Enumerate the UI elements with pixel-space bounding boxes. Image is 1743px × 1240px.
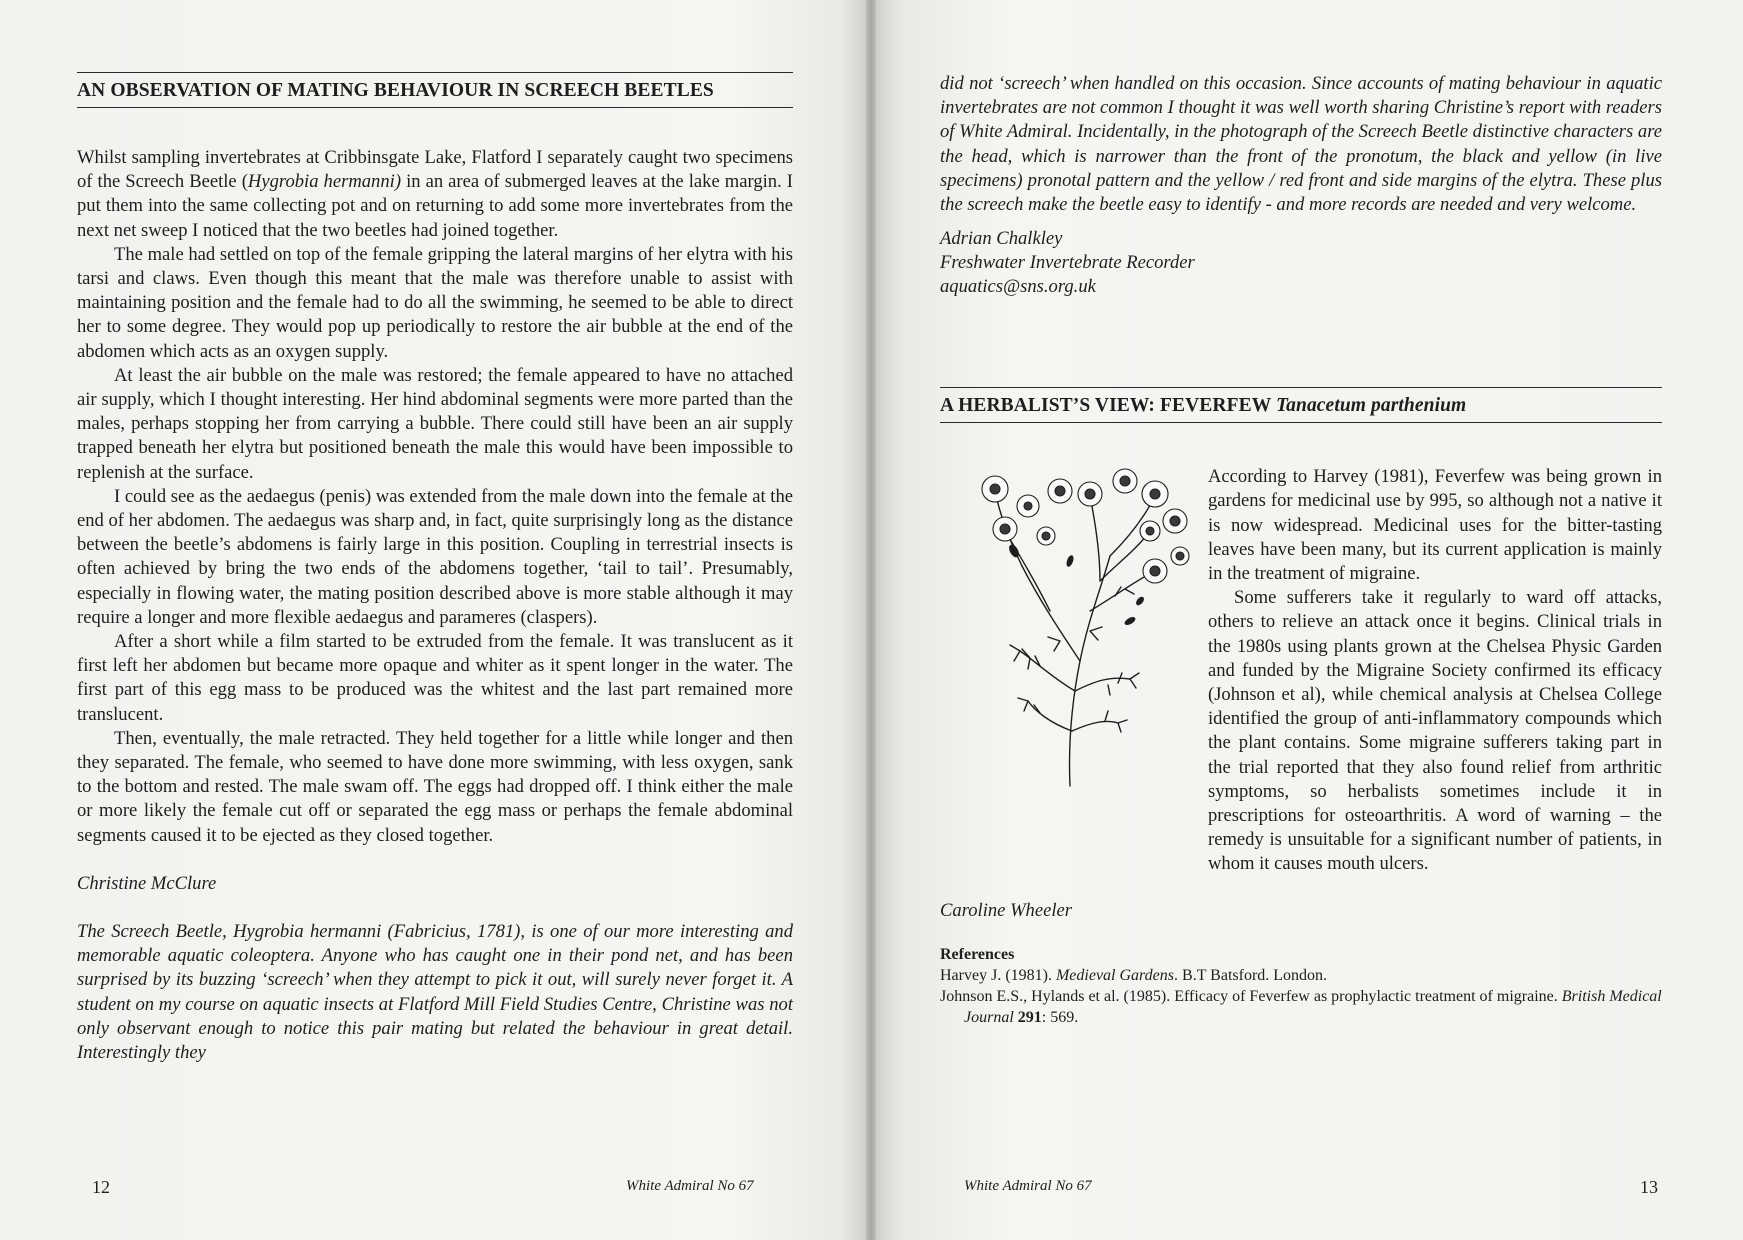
feverfew-illustration: [950, 461, 1200, 791]
herbal-author: Caroline Wheeler: [940, 899, 1073, 921]
editor-note-continued: did not ‘screech’ when handled on this occasion. Since accounts of mating behaviour in aquatic invertebrates are not common I thought it was well worth sharing Christine’s report with readers of White Admiral. Incidentally, in the photograph of the Screech Beetle distinctive characters are the head, which is narrower than the front of the pronotum, the black and yellow (in live specimens) pronotal pattern and the yellow / red front and side margins of the elytra. These plus the screech make the beetle easy to identify - and more records are needed and very welcome.: [940, 73, 1662, 216]
reference-1: Harvey J. (1981). Medieval Gardens. B.T Batsford. London.: [940, 966, 1328, 984]
reference-2: Johnson E.S., Hylands et al. (1985). Efficacy of Feverfew as prophylactic treatment of migraine. British Medical Journal 291: 569.: [940, 987, 1662, 1026]
right-column: [940, 72, 1662, 1028]
signature-role: Freshwater Invertebrate Recorder: [940, 252, 1195, 274]
herbal-title: A HERBALIST’S VIEW: FEVERFEW Tanacetum parthenium: [940, 395, 1467, 417]
page-left: [0, 0, 866, 1240]
signature-name: Adrian Chalkley: [940, 228, 1063, 250]
page-number-left: 12: [92, 1177, 110, 1197]
page-number-right: 13: [1640, 1177, 1658, 1197]
references-title: References: [940, 945, 1015, 963]
paragraph-4: I could see as the aedaegus (penis) was extended from the male down into the female at the end of her abdomen. The aedaegus was sharp and, in fact, quite surprisingly long as the distance between the beetle’s abdomens is fairly large in this position. Coupling in terrestrial insects is often achieved by bring the two ends of the abdomens together, ‘tail to tail’. Presumably, especially in flowing water, the mating position described above is more stable although it may require a longer and more flexible aedaegus and parameres (claspers).: [77, 485, 793, 628]
running-footer-left: White Admiral No 67: [626, 1178, 754, 1194]
article-title: AN OBSERVATION OF MATING BEHAVIOUR IN SCREECH BEETLES: [77, 80, 714, 101]
running-footer-right: White Admiral No 67: [964, 1178, 1092, 1194]
editor-note: The Screech Beetle, Hygrobia hermanni (Fabricius, 1781), is one of our more interesting and memorable aquatic coleoptera. Anyone who has caught one in their pond net, and has been surprised by its buzzing ‘screech’ when they attempt to pick it out, will surely never forget it. A student on my course on aquatic insects at Flatford Mill Field Studies Centre, Christine was not only observant enough to notice this pair mating but related the behaviour in great detail. Interestingly they: [77, 920, 793, 1063]
paragraph-1: Whilst sampling invertebrates at Cribbinsgate Lake, Flatford I separately caught two specimens of the Screech Beetle (Hygrobia hermanni) in an area of submerged leaves at the lake margin. I put them into the same collecting pot and on returning to add some more invertebrates from the next net sweep I noticed that the two beetles had joined together.: [77, 147, 793, 241]
paragraph-5: After a short while a film started to be extruded from the female. It was translucent as it first left her abdomen but became more opaque and whiter as it spent longer in the water. The first part of this egg mass to be produced was the whitest and the last part remained more translucent.: [77, 631, 793, 725]
herbal-paragraph-1: According to Harvey (1981), Feverfew was being grown in gardens for medicinal use by 995, so although not a native it is now widespread. Medicinal uses for the bitter-tasting leaves have been many, but its current application is mainly in the treatment of migraine.: [1208, 466, 1662, 585]
herbal-paragraph-2: Some sufferers take it regularly to ward off attacks, others to relieve an attack once it begins. Clinical trials in the 1980s using plants grown at the Chelsea Physic Garden and funded by the Migraine Society confirmed its efficacy (Johnson et al), while chemical analysis at Chelsea College identified the group of anti-inflammatory compounds which the plant contains. Some migraine sufferers taking part in the trial reported that they also found relief from arthritic symptoms, so herbalists sometimes include it in prescriptions for osteoarthritis. A word of warning – the remedy is unsuitable for a significant number of patients, in whom it causes mouth ulcers.: [1208, 587, 1662, 875]
left-column: [77, 72, 793, 1065]
herbal-body: [940, 465, 1662, 876]
page-right: [876, 0, 1743, 1240]
paragraph-6: Then, eventually, the male retracted. They held together for a little while longer and then they separated. The female, who seemed to have done more swimming, with less oxygen, sank to the bottom and rested. The male swam off. The eggs had dropped off. I think either the male or more likely the female cut off or separated the egg mass or perhaps the female abdominal segments caused it to be ejected as they closed together.: [77, 727, 793, 846]
paragraph-3: At least the air bubble on the male was restored; the female appeared to have no attached air supply, which I thought interesting. Her hind abdominal segments were more parted than the males, perhaps stopping her from carrying a bubble. There could still have been an air supply trapped beneath her elytra but positioned beneath the male this would have been impossible to replenish at the surface.: [77, 364, 793, 483]
herbal-text-wrap: [1208, 465, 1662, 586]
signature-email: aquatics@sns.org.uk: [940, 276, 1096, 298]
gutter: [866, 0, 876, 1240]
paragraph-2: The male had settled on top of the female gripping the lateral margins of her elytra with his tarsi and claws. Even though this meant that the male was therefore unable to assist with maintaining position and the female had to do all the swimming, he seemed to be able to direct her to some degree. They would pop up periodically to restore the air bubble at the end of the abdomen which acts as an oxygen supply.: [77, 243, 793, 362]
author-name: Christine McClure: [77, 872, 217, 894]
